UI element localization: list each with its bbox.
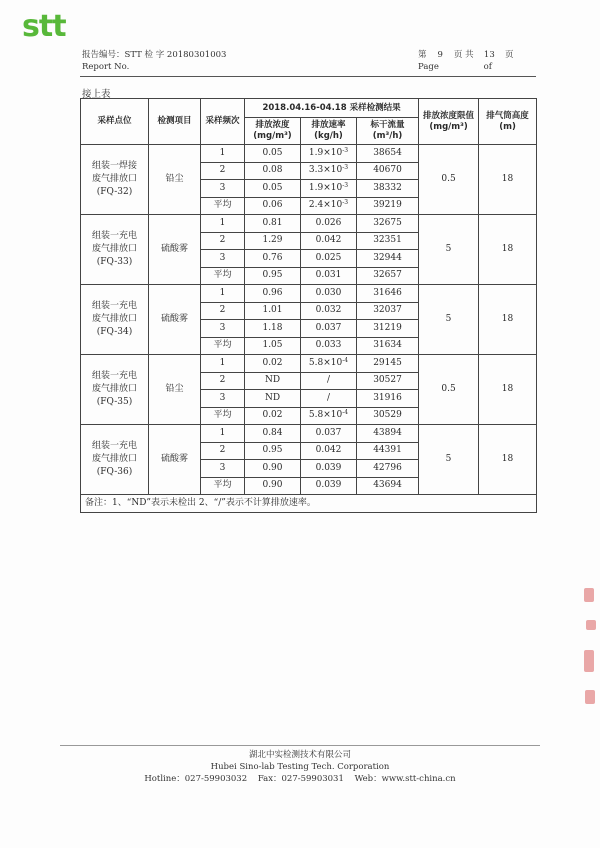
cell-concentration: 0.05 (245, 145, 301, 163)
cell-rate: $5.8\times 10^{-4}$ (301, 355, 357, 373)
cell-rate: 0.037 (301, 425, 357, 443)
cell-frequency: 平均 (201, 337, 245, 355)
cell-flow: 44391 (357, 442, 419, 460)
table-row (81, 425, 537, 443)
cell-item: 硫酸雾 (149, 215, 201, 285)
cell-flow: 43694 (357, 477, 419, 495)
cell-height: 18 (479, 215, 537, 285)
cell-concentration: 1.05 (245, 337, 301, 355)
of-en: of (483, 62, 492, 72)
page-en: Page (418, 62, 439, 72)
cell-item: 铅尘 (149, 145, 201, 215)
cell-frequency: 1 (201, 355, 245, 373)
stt-logo-icon (22, 10, 92, 40)
cell-concentration: 0.96 (245, 285, 301, 303)
cell-limit: 0.5 (419, 355, 479, 425)
cell-concentration: 0.76 (245, 250, 301, 268)
cell-rate: 0.030 (301, 285, 357, 303)
cell-flow: 32657 (357, 267, 419, 285)
cell-concentration: 0.95 (245, 267, 301, 285)
company-logo (22, 10, 92, 40)
cell-flow: 30527 (357, 372, 419, 390)
cell-rate: $3.3\times 10^{-3}$ (301, 162, 357, 180)
hotline: Hotline：027-59903032 (144, 774, 248, 784)
header-location: 采样点位 (81, 99, 149, 145)
cell-flow: 38332 (357, 180, 419, 198)
cell-limit: 5 (419, 215, 479, 285)
cell-frequency: 2 (201, 162, 245, 180)
continued-label: 接上表 (82, 89, 111, 100)
cell-concentration: 0.95 (245, 442, 301, 460)
header-divider (80, 76, 536, 77)
cell-frequency: 平均 (201, 267, 245, 285)
cell-rate: 0.039 (301, 460, 357, 478)
cell-flow: 32944 (357, 250, 419, 268)
header-item: 检测项目 (149, 99, 201, 145)
report-number (82, 49, 226, 73)
table-row (81, 285, 537, 303)
table-note: 备注：1、“ND”表示未检出 2、“/”表示不计算排放速率。 (81, 495, 537, 513)
cell-flow: 42796 (357, 460, 419, 478)
cell-rate: $1.9\times 10^{-3}$ (301, 180, 357, 198)
header-limit: 排放浓度限值(mg/m³) (419, 99, 479, 145)
page-mid: 页 共 (453, 50, 474, 60)
cell-flow: 31646 (357, 285, 419, 303)
cell-rate: 0.042 (301, 442, 357, 460)
cell-frequency: 3 (201, 250, 245, 268)
contact-info (0, 773, 600, 785)
cell-concentration: 0.02 (245, 407, 301, 425)
cell-concentration: 0.08 (245, 162, 301, 180)
header-concentration: 排放浓度 (mg/m³) (245, 118, 301, 145)
table-row (81, 355, 537, 373)
cell-flow: 43894 (357, 425, 419, 443)
cell-frequency: 2 (201, 372, 245, 390)
cell-frequency: 1 (201, 425, 245, 443)
cell-rate: 0.037 (301, 320, 357, 338)
seal-stamp-mark (584, 588, 594, 602)
cell-location: 组装一充电 废气排放口 (FQ-35) (81, 355, 149, 425)
header-rate: 排放速率 (kg/h) (301, 118, 357, 145)
cell-flow: 39219 (357, 197, 419, 215)
cell-flow: 30529 (357, 407, 419, 425)
table-row (81, 145, 537, 163)
cell-rate: 0.025 (301, 250, 357, 268)
cell-concentration: 0.05 (245, 180, 301, 198)
cell-frequency: 2 (201, 232, 245, 250)
cell-concentration: 1.01 (245, 302, 301, 320)
cell-flow: 31634 (357, 337, 419, 355)
cell-flow: 31916 (357, 390, 419, 408)
cell-limit: 5 (419, 285, 479, 355)
cell-height: 18 (479, 285, 537, 355)
cell-frequency: 平均 (201, 407, 245, 425)
cell-location: 组装一充电 废气排放口 (FQ-36) (81, 425, 149, 495)
cell-rate: / (301, 372, 357, 390)
cell-limit: 5 (419, 425, 479, 495)
fax: Fax：027-59903031 (257, 774, 344, 784)
page-info (418, 49, 514, 73)
cell-flow: 38654 (357, 145, 419, 163)
page-prefix: 第 (418, 50, 427, 60)
cell-limit: 0.5 (419, 145, 479, 215)
cell-flow: 32037 (357, 302, 419, 320)
company-name-cn: 湖北中实检测技术有限公司 (248, 750, 351, 760)
cell-item: 硫酸雾 (149, 425, 201, 495)
cell-frequency: 2 (201, 442, 245, 460)
report-number-en: Report No. (82, 62, 130, 72)
page-suffix: 页 (505, 50, 514, 60)
cell-rate: / (301, 390, 357, 408)
footer-divider (60, 745, 540, 746)
cell-frequency: 1 (201, 215, 245, 233)
cell-frequency: 1 (201, 145, 245, 163)
cell-height: 18 (479, 425, 537, 495)
cell-item: 硫酸雾 (149, 285, 201, 355)
results-table (80, 98, 537, 513)
cell-rate: $2.4\times 10^{-3}$ (301, 197, 357, 215)
cell-flow: 29145 (357, 355, 419, 373)
cell-concentration: ND (245, 390, 301, 408)
cell-height: 18 (479, 355, 537, 425)
cell-concentration: 1.18 (245, 320, 301, 338)
cell-concentration: 0.02 (245, 355, 301, 373)
cell-rate: 0.042 (301, 232, 357, 250)
cell-flow: 40670 (357, 162, 419, 180)
cell-frequency: 3 (201, 180, 245, 198)
header-frequency: 采样频次 (201, 99, 245, 145)
cell-concentration: 0.90 (245, 460, 301, 478)
cell-flow: 31219 (357, 320, 419, 338)
cell-concentration: 0.81 (245, 215, 301, 233)
footer (0, 749, 600, 785)
header-flow: 标干流量 (m³/h) (357, 118, 419, 145)
seal-stamp-mark (584, 650, 594, 672)
cell-rate: 0.031 (301, 267, 357, 285)
cell-rate: $1.9\times 10^{-3}$ (301, 145, 357, 163)
company-name-en: Hubei Sino-lab Testing Tech. Corporation (210, 762, 390, 772)
cell-item: 铅尘 (149, 355, 201, 425)
cell-concentration: 0.84 (245, 425, 301, 443)
seal-stamp-mark (586, 620, 596, 630)
cell-location: 组装一充电 废气排放口 (FQ-33) (81, 215, 149, 285)
cell-rate: $5.8\times 10^{-4}$ (301, 407, 357, 425)
cell-frequency: 3 (201, 460, 245, 478)
page-number: 9 (437, 50, 443, 60)
website[interactable]: Web：www.stt-china.cn (354, 774, 456, 784)
cell-frequency: 3 (201, 390, 245, 408)
cell-rate: 0.033 (301, 337, 357, 355)
header-group: 2018.04.16-04.18 采样检测结果 (245, 99, 419, 118)
table-row (81, 215, 537, 233)
cell-rate: 0.039 (301, 477, 357, 495)
cell-frequency: 平均 (201, 477, 245, 495)
cell-concentration: 0.90 (245, 477, 301, 495)
cell-flow: 32675 (357, 215, 419, 233)
cell-frequency: 平均 (201, 197, 245, 215)
header-height: 排气筒高度(m) (479, 99, 537, 145)
cell-rate: 0.032 (301, 302, 357, 320)
cell-location: 组装一焊接 废气排放口 (FQ-32) (81, 145, 149, 215)
report-number-cn: 报告编号：STT 检 字 20180301003 (82, 50, 227, 60)
cell-concentration: 0.06 (245, 197, 301, 215)
cell-flow: 32351 (357, 232, 419, 250)
cell-frequency: 2 (201, 302, 245, 320)
cell-frequency: 1 (201, 285, 245, 303)
cell-height: 18 (479, 145, 537, 215)
total-pages: 13 (483, 50, 495, 60)
svg-text:stt: stt (22, 10, 66, 40)
cell-rate: 0.026 (301, 215, 357, 233)
cell-concentration: ND (245, 372, 301, 390)
cell-location: 组装一充电 废气排放口 (FQ-34) (81, 285, 149, 355)
seal-stamp-mark (585, 690, 595, 704)
cell-frequency: 3 (201, 320, 245, 338)
cell-concentration: 1.29 (245, 232, 301, 250)
